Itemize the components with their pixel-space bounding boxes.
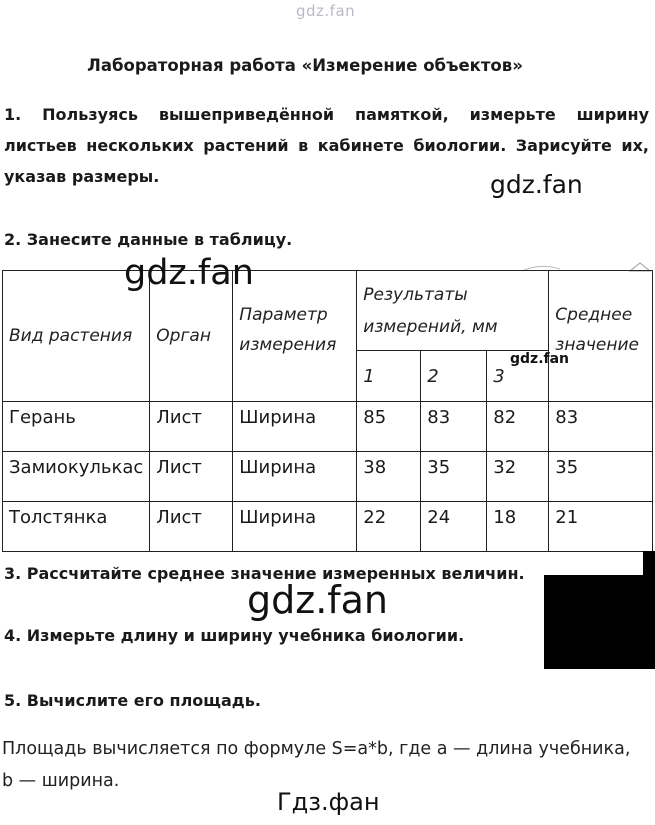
task-1: 1. Пользуясь вышеприведённой памяткой, измерьте ширину листьев нескольких растений в кабинете биологии. Зарисуйте их, указав размеры. <box>4 105 649 186</box>
cell-measurement-3: 82 <box>487 402 549 452</box>
cell-average: 83 <box>549 402 653 452</box>
header-organ: Орган <box>150 271 233 402</box>
header-measurement-3: 3 <box>487 351 549 402</box>
task-4: 4. Измерьте длину и ширину учебника биологии. <box>4 626 465 645</box>
page-title: Лабораторная работа «Измерение объектов» <box>87 56 523 75</box>
cell-measurement-2: 35 <box>421 452 487 502</box>
task-3: 3. Рассчитайте среднее значение измеренных величин. <box>4 564 525 583</box>
header-measurement-1: 1 <box>357 351 421 402</box>
task-2: 2. Занесите данные в таблицу. <box>4 230 293 249</box>
cell-species: Толстянка <box>3 502 150 552</box>
cell-average: 21 <box>549 502 653 552</box>
cell-species: Замиокулькас <box>3 452 150 502</box>
watermark-top: gdz.fan <box>296 2 356 20</box>
watermark-right: gdz.fan <box>490 170 583 199</box>
cell-measurement-1: 38 <box>357 452 421 502</box>
header-results: Результаты измерений, мм <box>357 271 549 351</box>
table-row <box>3 402 653 452</box>
black-block <box>544 575 655 669</box>
header-parameter: Параметр измерения <box>233 271 357 402</box>
cell-measurement-3: 32 <box>487 452 549 502</box>
cell-parameter: Ширина <box>233 402 357 452</box>
header-measurement-2: 2 <box>421 351 487 402</box>
table-row <box>3 452 653 502</box>
cell-measurement-2: 24 <box>421 502 487 552</box>
task-5: 5. Вычислите его площадь. <box>4 691 261 710</box>
watermark-bottom: Гдз.фан <box>277 788 380 816</box>
measurement-table <box>2 270 653 552</box>
cell-organ: Лист <box>150 402 233 452</box>
header-average: Среднее значение <box>549 271 653 402</box>
cell-species: Герань <box>3 402 150 452</box>
cell-average: 35 <box>549 452 653 502</box>
cell-measurement-2: 83 <box>421 402 487 452</box>
cell-parameter: Ширина <box>233 502 357 552</box>
cell-measurement-1: 85 <box>357 402 421 452</box>
cell-organ: Лист <box>150 452 233 502</box>
cell-measurement-1: 22 <box>357 502 421 552</box>
cell-parameter: Ширина <box>233 452 357 502</box>
watermark-middle: gdz.fan <box>247 578 389 622</box>
header-species: Вид растения <box>3 271 150 402</box>
formula-text: Площадь вычисляется по формуле S=a*b, где a — длина учебника, b — ширина. <box>2 739 631 791</box>
watermark-table: gdz.fan <box>124 253 254 293</box>
watermark-cell: gdz.fan <box>510 351 570 367</box>
cell-organ: Лист <box>150 502 233 552</box>
cell-measurement-3: 18 <box>487 502 549 552</box>
table-row <box>3 502 653 552</box>
